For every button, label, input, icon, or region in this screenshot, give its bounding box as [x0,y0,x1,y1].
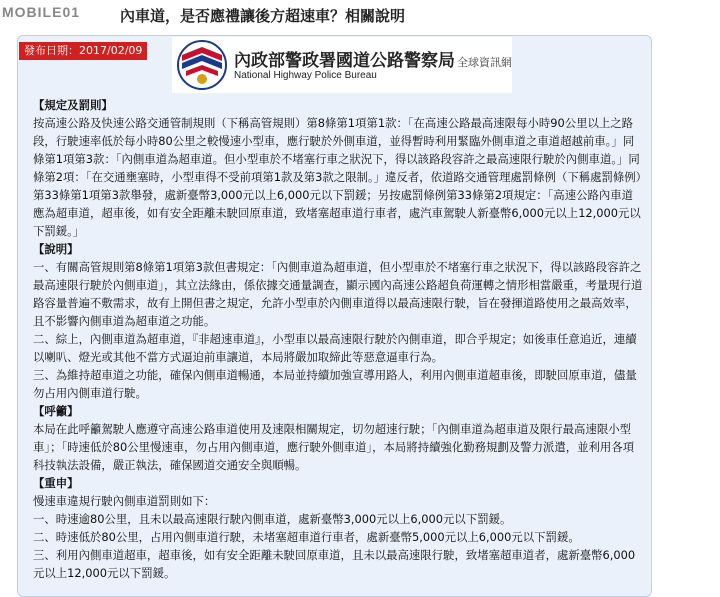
section-paragraph: 按高速公路及快速公路交通管制規則（下稱高管規則）第8條第1項第1款：「在高速公路最高速限每小時90公里以上之路段，行駛速率低於每小時80公里之較慢速小型車，應行駛於外側車道，並得暫時利用緊臨外側車道之車道超越前車。」同條第1項第3款：「內側車道為超車道。但小型車於不堵塞行車之狀況下，得以該路段容許之最高速限行駛於內側車道。」同條第2項：「在交通壅塞時，小型車得不受前項第1款及第3款之限制。」違反者，依道路交通管理處罰條例（下稱處罰條例）第33條第1項第3款舉發，處新臺幣3,000元以上6,000元以下罰鍰；另按處罰條例第33條第2項規定：「高速公路內車道應為超車道，超車後，如有安全距離未駛回原車道，致堵塞超車道行車者，處汽車駕駛人新臺幣6,000元以上12,000元以下罰鍰。」 [33,116,642,238]
top-bar [0,0,720,30]
bureau-name-en: National Highway Police Bureau [234,70,377,81]
site-suffix: 全球資訊網 [457,56,512,69]
section-paragraph: 一、有關高管規則第8條第1項第3款但書規定：「內側車道為超車道，但小型車於不堵塞行車之狀況下，得以該路段容許之最高速限行駛於內側車道」，其立法緣由，係依據交通量調查，顯示國內高速公路超負荷運轉之情形相當嚴重，考量現行道路容量普遍不敷需求，故有上開但書之規定，允許小型車於內側車道得以最高速限行駛，旨在發揮道路使用之最高效率，且不影響內側車道為超車道之功能。 [33,260,643,328]
section-paragraph: 一、時速逾80公里，且未以最高速限行駛內側車道，處新臺幣3,000元以上6,000元以下罰鍰。 [33,512,512,526]
section-paragraph: 本局在此呼籲駕駛人應遵守高速公路車道使用及速限相關規定，切勿超速行駛；「內側車道為超車道及限行最高速限小型車」；「時速低於80公里慢速車，勿占用內側車道，應行駛外側車道」，本局將持續強化勤務規劃及警力派遣，並利用各項科技執法設備，嚴正執法，確保國道交通安全與順暢。 [33,422,635,472]
section-heading: 【重申】 [33,476,79,490]
section-heading: 【呼籲】 [33,404,79,418]
section-paragraph: 三、利用內側車道超車，超車後，如有安全距離未駛回原車道，且未以最高速限行駛，致堵塞超車道者，處新臺幣6,000元以上12,000元以下罰鍰。 [33,548,636,580]
section-paragraph: 二、綜上，內側車道為超車道，『非超速車道』，小型車以最高速限行駛於內側車道，即合乎規定；如後車任意追近，連續以喇叭、燈光或其他不當方式逼迫前車讓道，本局將嚴加取締此等惡意逼車行為。 [33,332,637,364]
section-paragraph: 慢速車違規行駛內側車道罰則如下： [33,494,216,508]
site-watermark: MOBILE01 [2,4,81,20]
section-heading: 【規定及罰則】 [33,98,113,112]
bureau-name-cn: 內政部警政署國道公路警察局 全球資訊網 [234,51,512,71]
bureau-logo-banner [172,37,512,93]
article-content [33,96,643,582]
section-paragraph: 二、時速低於80公里，占用內側車道行駛，未堵塞超車道行車者，處新臺幣5,000元以上6,000元以下罰鍰。 [33,530,580,544]
publish-date-badge: 發布日期：2017/02/09 [19,42,147,60]
page-title: 內車道，是否應禮讓後方超速車？相關說明 [120,7,406,25]
section-heading: 【說明】 [33,242,79,256]
police-emblem-icon [176,39,228,91]
section-paragraph: 三、為維持超車道之功能，確保內側車道暢通，本局並持續加強宣導用路人，利用內側車道超車後，即駛回原車道，儘量勿占用內側車道行駛。 [33,368,637,400]
